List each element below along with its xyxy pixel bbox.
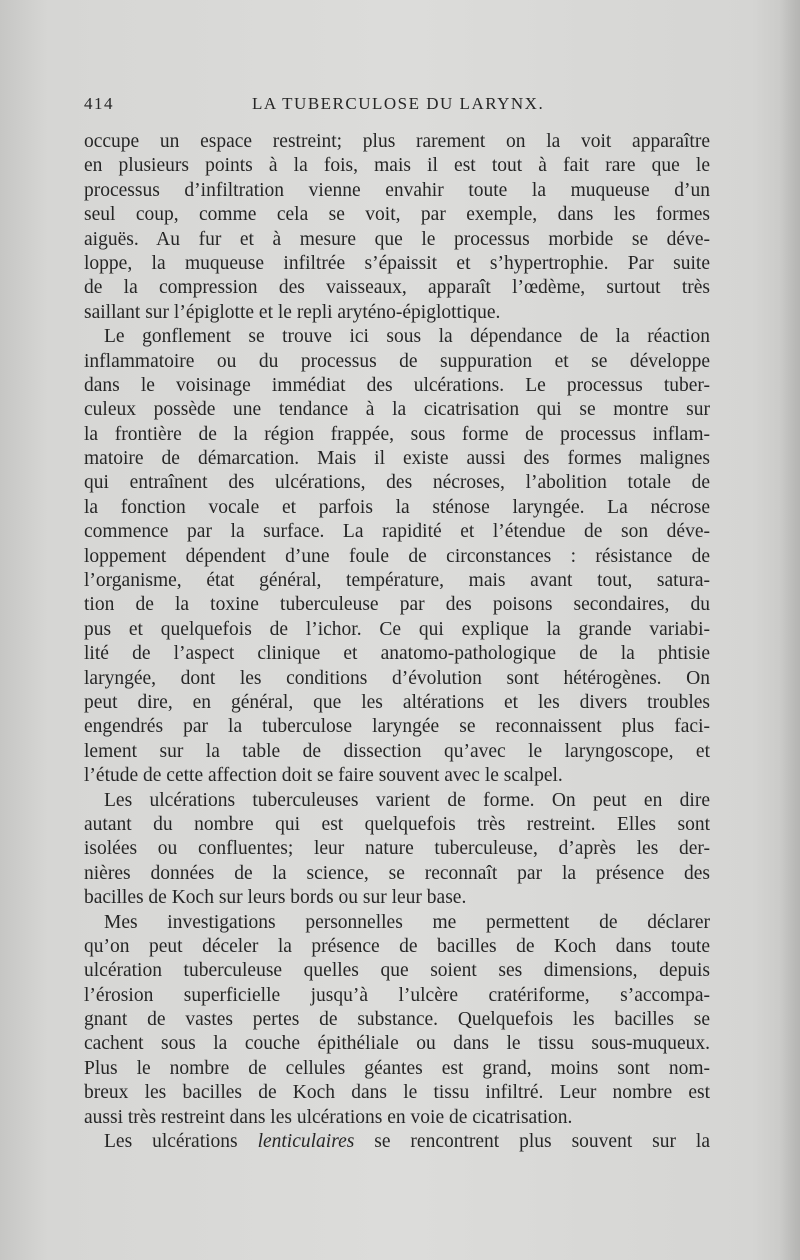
text-line: occupe un espace restreint; plus rarement on la voit apparaître bbox=[84, 131, 710, 152]
text-line: Le gonflement se trouve ici sous la dépendance de la réaction bbox=[104, 326, 710, 348]
body-text bbox=[84, 130, 710, 1154]
text-line: l’étude de cette affection doit se faire souvent avec le scalpel. bbox=[84, 765, 563, 787]
text-line: la fonction vocale et parfois la sténose laryngée. La nécrose bbox=[84, 496, 710, 518]
text-line: nières données de la science, se reconnaît par la présence des bbox=[84, 862, 710, 884]
text-line: autant du nombre qui est quelquefois très restreint. Elles sont bbox=[84, 813, 710, 835]
text-line: culeux possède une tendance à la cicatrisation qui se montre sur bbox=[84, 399, 710, 421]
text-line: pus et quelquefois de l’ichor. Ce qui explique la grande variabi- bbox=[84, 618, 710, 640]
text-line: matoire de démarcation. Mais il existe aussi des formes malignes bbox=[84, 448, 710, 470]
text-line: lité de l’aspect clinique et anatomo-pathologique de la phtisie bbox=[84, 643, 710, 665]
text-line: en plusieurs points à la fois, mais il est tout à fait rare que le bbox=[84, 155, 710, 177]
text-run: se rencontrent plus souvent sur la bbox=[354, 1131, 710, 1153]
text-line: ulcération tuberculeuse quelles que soient ses dimensions, depuis bbox=[84, 960, 710, 982]
text-line: aiguës. Au fur et à mesure que le processus morbide se déve- bbox=[84, 228, 710, 250]
text-line: isolées ou confluentes; leur nature tuberculeuse, d’après les der- bbox=[84, 838, 710, 860]
text-line: bacilles de Koch sur leurs bords ou sur leur base. bbox=[84, 887, 467, 909]
text-line: processus d’infiltration vienne envahir toute la muqueuse d’un bbox=[84, 179, 710, 201]
text-run: Les ulcérations bbox=[104, 1131, 258, 1153]
text-line: breux les bacilles de Koch dans le tissu infiltré. Leur nombre est bbox=[84, 1082, 710, 1104]
running-title: LA TUBERCULOSE DU LARYNX. bbox=[252, 94, 545, 113]
page-header bbox=[84, 94, 714, 118]
text-line: saillant sur l’épiglotte et le repli aryténo-épiglottique. bbox=[84, 301, 501, 323]
text-line: aussi très restreint dans les ulcérations en voie de cicatrisation. bbox=[84, 1106, 573, 1128]
text-line: commence par la surface. La rapidité et l’étendue de son déve- bbox=[84, 521, 710, 543]
text-line: Plus le nombre de cellules géantes est grand, moins sont nom- bbox=[84, 1057, 710, 1079]
italic-term: lenticulaires bbox=[257, 1131, 355, 1153]
text-line: cachent sous la couche épithéliale ou dans le tissu sous-muqueux. bbox=[84, 1033, 710, 1055]
text-line: inflammatoire ou du processus de suppuration et se développe bbox=[84, 350, 710, 372]
text-line-final bbox=[84, 1130, 710, 1154]
text-line: qu’on peut déceler la présence de bacilles de Koch dans toute bbox=[84, 935, 710, 957]
text-line: Les ulcérations tuberculeuses varient de forme. On peut en dire bbox=[104, 789, 710, 811]
text-line: engendrés par la tuberculose laryngée se reconnaissent plus faci- bbox=[84, 716, 710, 738]
text-line: la frontière de la région frappée, sous forme de processus inflam- bbox=[84, 423, 710, 445]
text-line: dans le voisinage immédiat des ulcérations. Le processus tuber- bbox=[84, 374, 710, 396]
text-line: Mes investigations personnelles me permettent de déclarer bbox=[104, 911, 710, 933]
text-line: l’érosion superficielle jusqu’à l’ulcère cratériforme, s’accompa- bbox=[84, 984, 710, 1006]
text-line: tion de la toxine tuberculeuse par des poisons secondaires, du bbox=[84, 594, 710, 616]
text-line: laryngée, dont les conditions d’évolution sont hétérogènes. On bbox=[84, 667, 710, 689]
text-line: lement sur la table de dissection qu’avec le laryngoscope, et bbox=[84, 740, 710, 762]
text-line: loppement dépendent d’une foule de circonstances : résistance de bbox=[84, 545, 710, 567]
page-number: 414 bbox=[84, 94, 114, 113]
text-line: de la compression des vaisseaux, apparaît l’œdème, surtout très bbox=[84, 277, 710, 299]
text-line: gnant de vastes pertes de substance. Quelquefois les bacilles se bbox=[84, 1009, 710, 1031]
text-line: qui entraînent des ulcérations, des nécroses, l’abolition totale de bbox=[84, 472, 710, 494]
page-gutter-shadow bbox=[780, 0, 800, 1260]
text-line: peut dire, en général, que les altérations et les divers troubles bbox=[84, 691, 710, 713]
text-line: loppe, la muqueuse infiltrée s’épaissit et s’hypertrophie. Par suite bbox=[84, 252, 710, 274]
text-line: l’organisme, état général, température, mais avant tout, satura- bbox=[84, 570, 710, 592]
text-line: seul coup, comme cela se voit, par exemple, dans les formes bbox=[84, 204, 710, 226]
